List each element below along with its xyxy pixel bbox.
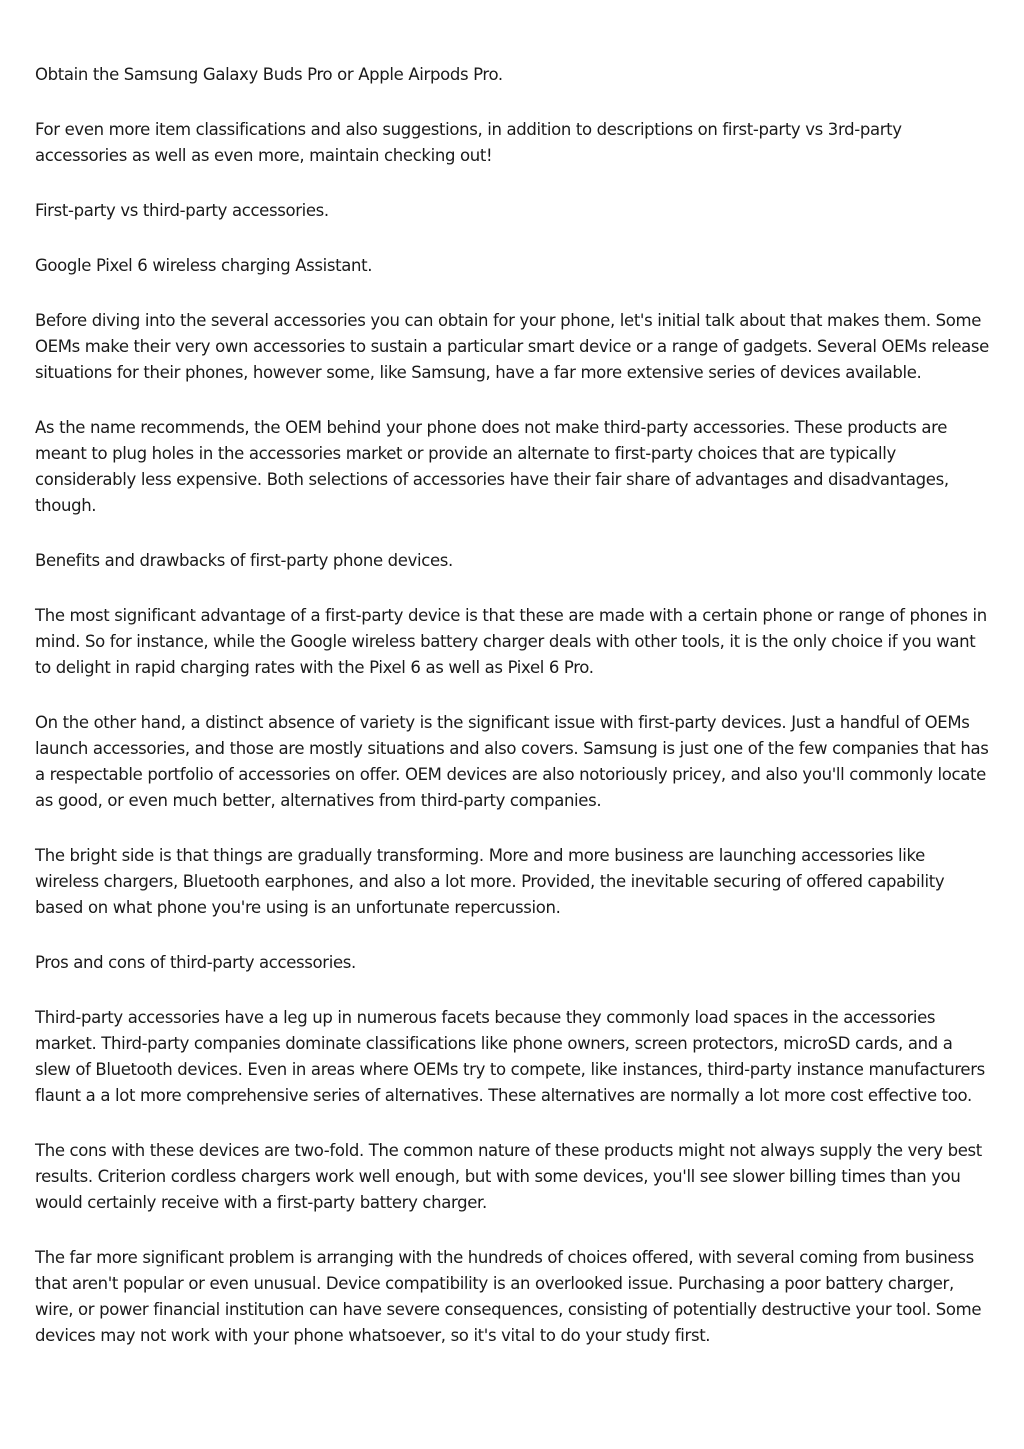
paragraph-9: On the other hand, a distinct absence of variety is the significant issue with first-party devices. Just a handful of OEMs launch accessories, and those are mostly situations and also covers. Samsung is just one of the few companies that has a respectable portfolio of accessories on offer. OEM devices are also notoriously pricey, and also you'll commonly locate as good, or even much better, alternatives from third-party companies. (35, 713, 989, 810)
paragraph-13: The cons with these devices are two-fold. The common nature of these products might not always supply the very best results. Criterion cordless chargers work well enough, but with some devices, you'll see slower billing times than you would certainly receive with a first-party battery charger. (35, 1141, 982, 1212)
document-body (35, 62, 990, 1378)
paragraph-4: Google Pixel 6 wireless charging Assistant. (35, 256, 373, 275)
paragraph-5: Before diving into the several accessories you can obtain for your phone, let's initial talk about that makes them. Some OEMs make their very own accessories to sustain a particular smart device or a range of gadgets. Several OEMs release situations for their phones, however some, like Samsung, have a far more extensive series of devices available. (35, 311, 989, 382)
paragraph-10: The bright side is that things are gradually transforming. More and more business are launching accessories like wireless chargers, Bluetooth earphones, and also a lot more. Provided, the inevitable securing of offered capability based on what phone you're using is an unfortunate repercussion. (35, 846, 945, 917)
paragraph-2: For even more item classifications and also suggestions, in addition to descriptions on first-party vs 3rd-party accessories as well as even more, maintain checking out! (35, 120, 902, 165)
paragraph-11: Pros and cons of third-party accessories. (35, 953, 356, 972)
paragraph-12: Third-party accessories have a leg up in numerous facets because they commonly load spaces in the accessories market. Third-party companies dominate classifications like phone owners, screen protectors, microSD cards, and a slew of Bluetooth devices. Even in areas where OEMs try to compete, like instances, third-party instance manufacturers flaunt a a lot more comprehensive series of alternatives. These alternatives are normally a lot more cost effective too. (35, 1008, 985, 1105)
paragraph-7: Benefits and drawbacks of first-party phone devices. (35, 551, 453, 570)
paragraph-1: Obtain the Samsung Galaxy Buds Pro or Apple Airpods Pro. (35, 65, 503, 84)
paragraph-3: First-party vs third-party accessories. (35, 201, 329, 220)
paragraph-14: The far more significant problem is arranging with the hundreds of choices offered, with several coming from business that aren't popular or even unusual. Device compatibility is an overlooked issue. Purchasing a poor battery charger, wire, or power financial institution can have severe consequences, consisting of potentially destructive your tool. Some devices may not work with your phone whatsoever, so it's vital to do your study first. (35, 1248, 982, 1345)
paragraph-8: The most significant advantage of a first-party device is that these are made with a certain phone or range of phones in mind. So for instance, while the Google wireless battery charger deals with other tools, it is the only choice if you want to delight in rapid charging rates with the Pixel 6 as well as Pixel 6 Pro. (35, 606, 987, 677)
paragraph-6: As the name recommends, the OEM behind your phone does not make third-party accessories. These products are meant to plug holes in the accessories market or provide an alternate to first-party choices that are typically considerably less expensive. Both selections of accessories have their fair share of advantages and disadvantages, though. (35, 418, 949, 515)
